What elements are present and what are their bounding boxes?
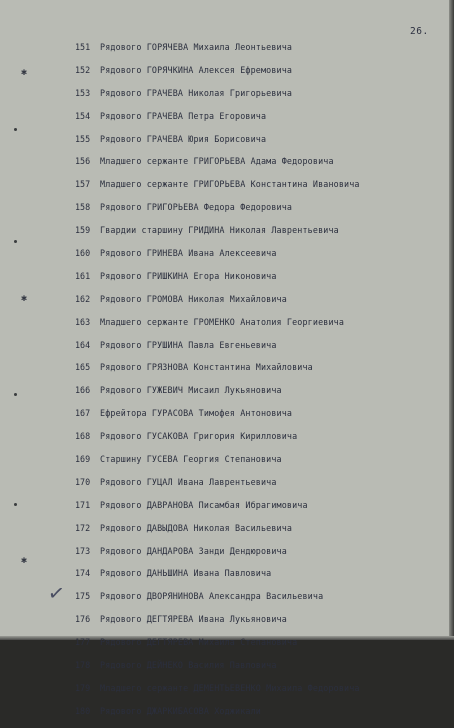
item-text: Рядового ГУЖЕВИЧ Мисаил Лукьяновича: [100, 385, 282, 396]
item-text: Рядового ГРАЧЕВА Петра Егоровича: [100, 110, 267, 121]
item-text: Рядового ГРАЧЕВА Юрия Борисовича: [100, 133, 267, 144]
item-number: 174: [75, 568, 91, 579]
item-text: Рядового ДЖАРКИБАСОВА Ходжикали: [100, 705, 261, 716]
item-number: 161: [75, 270, 91, 281]
item-text: Рядового ГРУШИНА Павла Евгеньевича: [100, 339, 277, 350]
list-item: [0, 293, 454, 316]
list-item: [0, 384, 454, 407]
list-item: [0, 224, 454, 247]
item-text: Старшину ГУСЕВА Георгия Степановича: [100, 454, 282, 465]
list-item: [0, 155, 454, 178]
item-text: Рядового ДАНЬШИНА Ивана Павловича: [100, 568, 272, 579]
item-text: Рядового ДВОРЯНИНОВА Александра Васильевича: [100, 591, 324, 602]
item-text: Рядового ГУСАКОВА Григория Кирилловича: [100, 431, 298, 442]
item-text: Младшего сержанте ДЕМЕНТЬЕВЕНКО Михаила Федоровича: [100, 682, 360, 693]
item-number: 180: [75, 705, 91, 716]
item-number: 152: [75, 64, 91, 75]
list-item: [0, 682, 454, 705]
item-text: Рядового ДЕГТЯРЕВА Ивана Лукьяновича: [100, 614, 287, 625]
margin-mark: ✱: [21, 67, 28, 78]
list-item: [0, 613, 454, 636]
item-number: 162: [75, 293, 91, 304]
list-item: [0, 407, 454, 430]
page-number: 26.: [410, 26, 429, 37]
personnel-list: [0, 41, 454, 728]
item-number: 155: [75, 133, 91, 144]
item-text: Рядового ГРОМОВА Николая Михайловича: [100, 293, 287, 304]
item-text: Рядового ГУЦАЛ Ивана Лаврентьевича: [100, 476, 277, 487]
item-number: 166: [75, 385, 91, 396]
item-text: Рядового ДАВРАНОВА Писамбая Ибрагимовича: [100, 499, 308, 510]
item-text: Рядового ГРИГОРЬЕВА Федора Федоровича: [100, 202, 293, 213]
item-number: 179: [75, 682, 91, 693]
item-text: Младшего сержанте ГРИГОРЬЕВА Адама Федоровича: [100, 156, 334, 167]
handwritten-checkmark: ✓: [46, 579, 67, 607]
item-number: 154: [75, 110, 91, 121]
item-number: 153: [75, 87, 91, 98]
item-number: 173: [75, 545, 91, 556]
list-item: [0, 499, 454, 522]
item-number: 158: [75, 202, 91, 213]
list-item: [0, 247, 454, 270]
item-text: Рядового ГРЯЗНОВА Константина Михайловича: [100, 362, 313, 373]
item-number: 177: [75, 637, 91, 648]
list-item: [0, 178, 454, 201]
item-number: 168: [75, 431, 91, 442]
item-number: 176: [75, 614, 91, 625]
list-item: [0, 270, 454, 293]
list-item: [0, 545, 454, 568]
list-item: [0, 659, 454, 682]
list-item: [0, 41, 454, 64]
item-text: Рядового ДАВЫДОВА Николая Васильевича: [100, 522, 293, 533]
item-text: Рядового ДЕГТЯРЕВА Михаила Степановича: [100, 637, 298, 648]
list-item: [0, 590, 454, 613]
item-number: 151: [75, 42, 91, 52]
list-item: [0, 430, 454, 453]
item-number: 171: [75, 499, 91, 510]
list-item: [0, 87, 454, 110]
item-text: Младшего сержанте ГРИГОРЬЕВА Константина Ивановича: [100, 179, 360, 190]
item-text: Гвардии старшину ГРИДИНА Николая Лаврентьевича: [100, 225, 339, 236]
item-text: Рядового ГРИШКИНА Егора Никоновича: [100, 270, 277, 281]
item-text: Рядового ГОРЯЧКИНА Алексея Ефремовича: [100, 64, 293, 75]
item-number: 169: [75, 454, 91, 465]
list-item: [0, 522, 454, 545]
item-number: 160: [75, 248, 91, 259]
list-item: [0, 705, 454, 728]
list-item: [0, 133, 454, 156]
list-item: [0, 476, 454, 499]
margin-mark: ✱: [21, 293, 28, 304]
item-number: 178: [75, 660, 91, 671]
item-text: Младшего сержанте ГРОМЕНКО Анатолия Георгиевича: [100, 316, 345, 327]
item-number: 163: [75, 316, 91, 327]
list-item: [0, 110, 454, 133]
list-item: [0, 316, 454, 339]
item-number: 165: [75, 362, 91, 373]
item-number: 157: [75, 179, 91, 190]
item-number: 172: [75, 522, 91, 533]
item-number: 164: [75, 339, 91, 350]
item-text: Рядового ДАНДАРОВА Занди Дендюровича: [100, 545, 287, 556]
item-number: 156: [75, 156, 91, 167]
list-item: [0, 567, 454, 590]
list-item: [0, 64, 454, 87]
list-item: [0, 201, 454, 224]
list-item: [0, 339, 454, 362]
item-text: Рядового ГРИНЕВА Ивана Алексеевича: [100, 248, 277, 259]
item-number: 170: [75, 476, 91, 487]
item-text: Рядового ГРАЧЕВА Николая Григорьевича: [100, 87, 293, 98]
list-item: [0, 453, 454, 476]
item-number: 167: [75, 408, 91, 419]
item-text: Рядового ДЕЙНЕКО Василия Павловича: [100, 660, 277, 671]
item-text: Ефрейтора ГУРАСОВА Тимофея Антоновича: [100, 408, 293, 419]
margin-mark: ✱: [21, 555, 28, 566]
item-text: Рядового ГОРЯЧЕВА Михаила Леонтьевича: [100, 42, 293, 52]
list-item: [0, 361, 454, 384]
item-number: 159: [75, 225, 91, 236]
list-item: [0, 636, 454, 659]
item-number: 175: [75, 591, 91, 602]
